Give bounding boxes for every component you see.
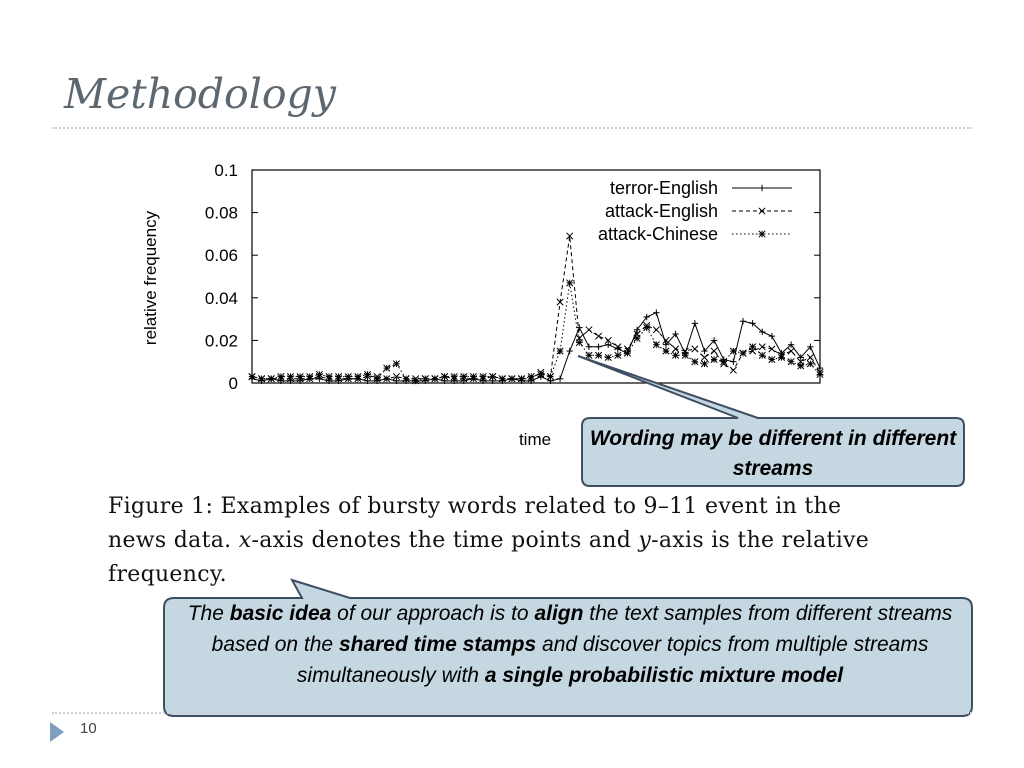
legend-label: attack-English bbox=[604, 201, 718, 221]
idea-bold-shared-time-stamps: shared time stamps bbox=[338, 633, 537, 656]
legend-label: attack-Chinese bbox=[597, 224, 718, 244]
idea-bold-align: align bbox=[534, 602, 584, 625]
idea-text-3: the text samples from different streams based on the bbox=[211, 602, 953, 656]
caption-y-var: y bbox=[638, 528, 652, 553]
slide-title: Methodology bbox=[64, 70, 336, 118]
y-tick-label: 0.06 bbox=[204, 246, 238, 266]
wording-callout-text: Wording may be different in different streams bbox=[589, 427, 957, 480]
footer-divider bbox=[52, 712, 972, 714]
idea-bold-basic-idea: basic idea bbox=[229, 602, 332, 625]
y-tick-label: 0.1 bbox=[214, 161, 238, 180]
caption-x-var: x bbox=[238, 528, 252, 553]
legend-label: terror-English bbox=[609, 178, 718, 198]
x-axis-label: time bbox=[518, 430, 552, 449]
y-tick-label: 0.08 bbox=[204, 203, 238, 223]
caption-text-1: Examples of bursty words related to 9–11 event in the news data. bbox=[108, 494, 842, 553]
next-slide-arrow-icon[interactable] bbox=[50, 722, 64, 742]
y-tick-label: 0.02 bbox=[204, 331, 238, 351]
caption-text-2: -axis denotes the time points and bbox=[251, 528, 632, 553]
caption-text-3: -axis is the relative frequency. bbox=[108, 528, 870, 587]
y-tick-label: 0 bbox=[228, 374, 238, 393]
caption-label: Figure 1: bbox=[108, 494, 214, 519]
basic-idea-callout-text bbox=[172, 598, 968, 691]
idea-text-2: of our approach is to bbox=[331, 602, 535, 625]
y-axis-label: relative frequency bbox=[141, 210, 160, 346]
idea-text-1: The bbox=[187, 602, 230, 625]
y-tick-label: 0.04 bbox=[204, 288, 238, 308]
page-number: 10 bbox=[80, 720, 97, 737]
idea-bold-mixture-model: a single probabilistic mixture model bbox=[484, 664, 844, 687]
idea-text-4: and discover topics from multiple streams simultaneously with bbox=[296, 633, 929, 687]
